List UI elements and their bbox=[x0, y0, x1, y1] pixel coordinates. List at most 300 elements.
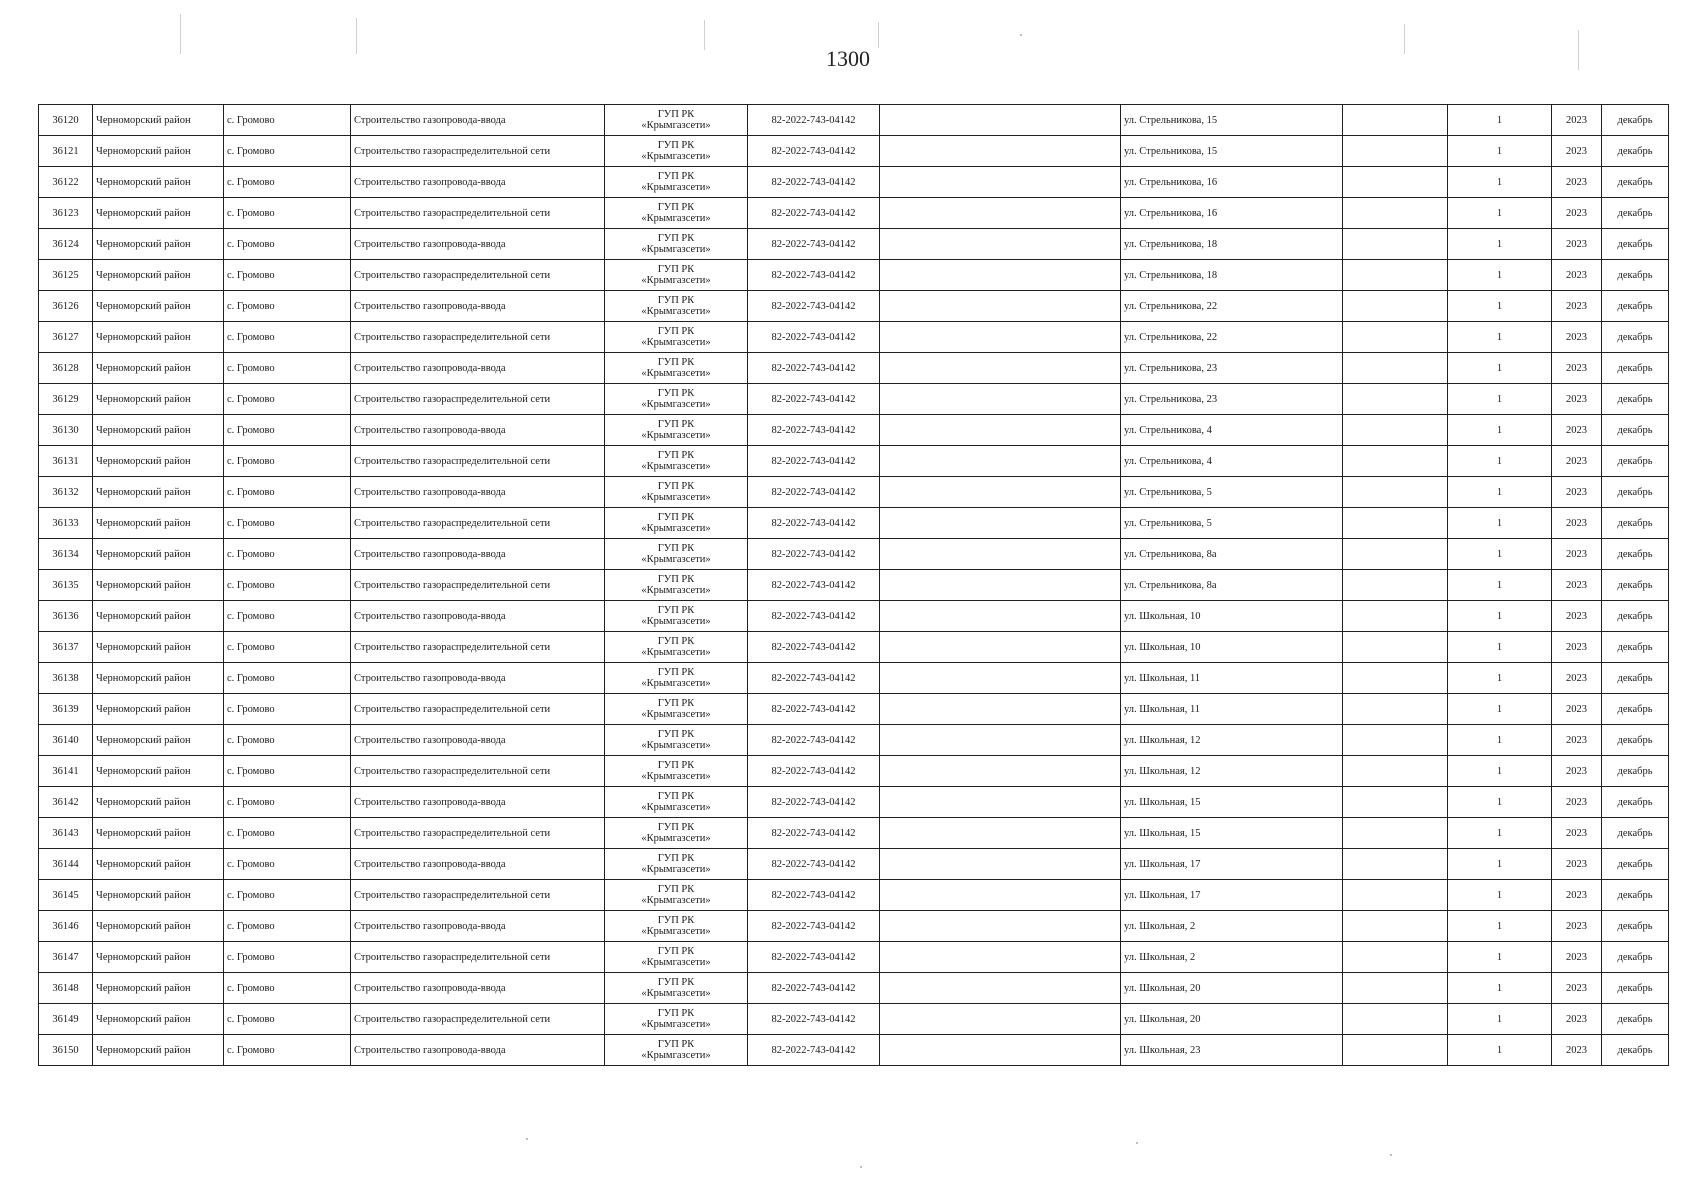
table-row bbox=[39, 756, 1669, 787]
empty-cell bbox=[880, 601, 1121, 632]
district-cell: Черноморский район bbox=[93, 105, 224, 136]
organization-line-1: ГУП РК bbox=[657, 915, 695, 926]
empty-cell bbox=[1343, 756, 1448, 787]
organization-cell bbox=[605, 322, 748, 353]
organization-line-1: ГУП РК bbox=[657, 140, 695, 151]
month-cell: декабрь bbox=[1602, 322, 1669, 353]
program-code-cell: 82-2022-743-04142 bbox=[748, 322, 880, 353]
program-code-cell: 82-2022-743-04142 bbox=[748, 725, 880, 756]
address-cell: ул. Стрельникова, 5 bbox=[1121, 477, 1343, 508]
district-cell: Черноморский район bbox=[93, 446, 224, 477]
village-cell: с. Громово bbox=[224, 105, 351, 136]
address-cell: ул. Стрельникова, 8а bbox=[1121, 570, 1343, 601]
quantity-cell: 1 bbox=[1448, 229, 1552, 260]
registry-table bbox=[38, 104, 1669, 1066]
work-type-cell: Строительство газопровода-ввода bbox=[351, 787, 605, 818]
month-cell: декабрь bbox=[1602, 1035, 1669, 1066]
work-type-cell: Строительство газораспределительной сети bbox=[351, 818, 605, 849]
district-cell: Черноморский район bbox=[93, 756, 224, 787]
village-cell: с. Громово bbox=[224, 1035, 351, 1066]
program-code-cell: 82-2022-743-04142 bbox=[748, 229, 880, 260]
district-cell: Черноморский район bbox=[93, 787, 224, 818]
empty-cell bbox=[1343, 787, 1448, 818]
quantity-cell: 1 bbox=[1448, 105, 1552, 136]
empty-cell bbox=[1343, 384, 1448, 415]
empty-cell bbox=[1343, 446, 1448, 477]
organization-line-1: ГУП РК bbox=[657, 698, 695, 709]
empty-cell bbox=[1343, 570, 1448, 601]
organization-cell bbox=[605, 601, 748, 632]
address-cell: ул. Школьная, 11 bbox=[1121, 694, 1343, 725]
month-cell: декабрь bbox=[1602, 663, 1669, 694]
district-cell: Черноморский район bbox=[93, 167, 224, 198]
address-cell: ул. Стрельникова, 4 bbox=[1121, 415, 1343, 446]
village-cell: с. Громово bbox=[224, 849, 351, 880]
empty-cell bbox=[880, 942, 1121, 973]
work-type-cell: Строительство газопровода-ввода bbox=[351, 291, 605, 322]
quantity-cell: 1 bbox=[1448, 725, 1552, 756]
empty-cell bbox=[880, 1035, 1121, 1066]
empty-cell bbox=[1343, 1004, 1448, 1035]
program-code-cell: 82-2022-743-04142 bbox=[748, 136, 880, 167]
village-cell: с. Громово bbox=[224, 136, 351, 167]
work-type-cell: Строительство газопровода-ввода bbox=[351, 725, 605, 756]
empty-cell bbox=[1343, 632, 1448, 663]
work-type-cell: Строительство газораспределительной сети bbox=[351, 942, 605, 973]
month-cell: декабрь bbox=[1602, 694, 1669, 725]
organization-line-2: «Крымгазсети» bbox=[641, 523, 711, 534]
organization-cell bbox=[605, 663, 748, 694]
address-cell: ул. Школьная, 17 bbox=[1121, 880, 1343, 911]
organization-cell bbox=[605, 539, 748, 570]
work-type-cell: Строительство газопровода-ввода bbox=[351, 849, 605, 880]
district-cell: Черноморский район bbox=[93, 911, 224, 942]
program-code-cell: 82-2022-743-04142 bbox=[748, 787, 880, 818]
program-code-cell: 82-2022-743-04142 bbox=[748, 198, 880, 229]
table-row bbox=[39, 849, 1669, 880]
empty-cell bbox=[880, 446, 1121, 477]
program-code-cell: 82-2022-743-04142 bbox=[748, 663, 880, 694]
district-cell: Черноморский район bbox=[93, 136, 224, 167]
month-cell: декабрь bbox=[1602, 942, 1669, 973]
row-number: 36132 bbox=[39, 477, 93, 508]
district-cell: Черноморский район bbox=[93, 322, 224, 353]
month-cell: декабрь bbox=[1602, 198, 1669, 229]
month-cell: декабрь bbox=[1602, 167, 1669, 198]
quantity-cell: 1 bbox=[1448, 477, 1552, 508]
quantity-cell: 1 bbox=[1448, 167, 1552, 198]
empty-cell bbox=[880, 849, 1121, 880]
year-cell: 2023 bbox=[1552, 539, 1602, 570]
village-cell: с. Громово bbox=[224, 384, 351, 415]
program-code-cell: 82-2022-743-04142 bbox=[748, 1035, 880, 1066]
address-cell: ул. Стрельникова, 23 bbox=[1121, 384, 1343, 415]
empty-cell bbox=[880, 632, 1121, 663]
organization-line-2: «Крымгазсети» bbox=[641, 120, 711, 131]
address-cell: ул. Школьная, 12 bbox=[1121, 725, 1343, 756]
empty-cell bbox=[880, 291, 1121, 322]
district-cell: Черноморский район bbox=[93, 291, 224, 322]
table-row bbox=[39, 880, 1669, 911]
month-cell: декабрь bbox=[1602, 508, 1669, 539]
organization-line-2: «Крымгазсети» bbox=[641, 182, 711, 193]
organization-line-2: «Крымгазсети» bbox=[641, 895, 711, 906]
organization-cell bbox=[605, 291, 748, 322]
empty-cell bbox=[880, 756, 1121, 787]
row-number: 36144 bbox=[39, 849, 93, 880]
work-type-cell: Строительство газопровода-ввода bbox=[351, 911, 605, 942]
organization-line-1: ГУП РК bbox=[657, 481, 695, 492]
organization-line-1: ГУП РК bbox=[657, 233, 695, 244]
row-number: 36126 bbox=[39, 291, 93, 322]
table-row bbox=[39, 601, 1669, 632]
organization-line-2: «Крымгазсети» bbox=[641, 461, 711, 472]
village-cell: с. Громово bbox=[224, 787, 351, 818]
address-cell: ул. Стрельникова, 16 bbox=[1121, 167, 1343, 198]
empty-cell bbox=[880, 880, 1121, 911]
organization-line-1: ГУП РК bbox=[657, 388, 695, 399]
year-cell: 2023 bbox=[1552, 198, 1602, 229]
organization-line-1: ГУП РК bbox=[657, 543, 695, 554]
empty-cell bbox=[880, 167, 1121, 198]
table-row bbox=[39, 415, 1669, 446]
quantity-cell: 1 bbox=[1448, 136, 1552, 167]
village-cell: с. Громово bbox=[224, 260, 351, 291]
empty-cell bbox=[1343, 415, 1448, 446]
year-cell: 2023 bbox=[1552, 1004, 1602, 1035]
village-cell: с. Громово bbox=[224, 508, 351, 539]
scan-artifact bbox=[1404, 24, 1405, 54]
village-cell: с. Громово bbox=[224, 756, 351, 787]
empty-cell bbox=[1343, 508, 1448, 539]
organization-line-2: «Крымгазсети» bbox=[641, 151, 711, 162]
district-cell: Черноморский район bbox=[93, 415, 224, 446]
empty-cell bbox=[1343, 973, 1448, 1004]
village-cell: с. Громово bbox=[224, 632, 351, 663]
organization-cell bbox=[605, 787, 748, 818]
district-cell: Черноморский район bbox=[93, 229, 224, 260]
district-cell: Черноморский район bbox=[93, 570, 224, 601]
organization-line-1: ГУП РК bbox=[657, 822, 695, 833]
year-cell: 2023 bbox=[1552, 229, 1602, 260]
organization-line-2: «Крымгазсети» bbox=[641, 554, 711, 565]
organization-line-2: «Крымгазсети» bbox=[641, 833, 711, 844]
address-cell: ул. Школьная, 17 bbox=[1121, 849, 1343, 880]
village-cell: с. Громово bbox=[224, 477, 351, 508]
address-cell: ул. Школьная, 20 bbox=[1121, 1004, 1343, 1035]
row-number: 36131 bbox=[39, 446, 93, 477]
month-cell: декабрь bbox=[1602, 911, 1669, 942]
address-cell: ул. Школьная, 12 bbox=[1121, 756, 1343, 787]
district-cell: Черноморский район bbox=[93, 1035, 224, 1066]
row-number: 36130 bbox=[39, 415, 93, 446]
organization-cell bbox=[605, 167, 748, 198]
organization-line-1: ГУП РК bbox=[657, 512, 695, 523]
village-cell: с. Громово bbox=[224, 322, 351, 353]
empty-cell bbox=[880, 725, 1121, 756]
district-cell: Черноморский район bbox=[93, 601, 224, 632]
scan-speck bbox=[1136, 1142, 1138, 1144]
table-row bbox=[39, 198, 1669, 229]
organization-cell bbox=[605, 632, 748, 663]
quantity-cell: 1 bbox=[1448, 322, 1552, 353]
work-type-cell: Строительство газораспределительной сети bbox=[351, 694, 605, 725]
empty-cell bbox=[1343, 539, 1448, 570]
quantity-cell: 1 bbox=[1448, 973, 1552, 1004]
work-type-cell: Строительство газопровода-ввода bbox=[351, 601, 605, 632]
organization-cell bbox=[605, 384, 748, 415]
row-number: 36121 bbox=[39, 136, 93, 167]
organization-cell bbox=[605, 756, 748, 787]
district-cell: Черноморский район bbox=[93, 725, 224, 756]
address-cell: ул. Школьная, 10 bbox=[1121, 601, 1343, 632]
organization-line-1: ГУП РК bbox=[657, 574, 695, 585]
year-cell: 2023 bbox=[1552, 136, 1602, 167]
row-number: 36139 bbox=[39, 694, 93, 725]
program-code-cell: 82-2022-743-04142 bbox=[748, 632, 880, 663]
district-cell: Черноморский район bbox=[93, 198, 224, 229]
month-cell: декабрь bbox=[1602, 291, 1669, 322]
village-cell: с. Громово bbox=[224, 818, 351, 849]
organization-line-1: ГУП РК bbox=[657, 1008, 695, 1019]
empty-cell bbox=[880, 508, 1121, 539]
row-number: 36122 bbox=[39, 167, 93, 198]
row-number: 36150 bbox=[39, 1035, 93, 1066]
year-cell: 2023 bbox=[1552, 105, 1602, 136]
district-cell: Черноморский район bbox=[93, 477, 224, 508]
organization-line-1: ГУП РК bbox=[657, 202, 695, 213]
work-type-cell: Строительство газопровода-ввода bbox=[351, 415, 605, 446]
village-cell: с. Громово bbox=[224, 291, 351, 322]
village-cell: с. Громово bbox=[224, 911, 351, 942]
month-cell: декабрь bbox=[1602, 973, 1669, 1004]
table-row bbox=[39, 1035, 1669, 1066]
table-row bbox=[39, 911, 1669, 942]
year-cell: 2023 bbox=[1552, 384, 1602, 415]
work-type-cell: Строительство газопровода-ввода bbox=[351, 229, 605, 260]
month-cell: декабрь bbox=[1602, 787, 1669, 818]
work-type-cell: Строительство газопровода-ввода bbox=[351, 105, 605, 136]
table-row bbox=[39, 322, 1669, 353]
month-cell: декабрь bbox=[1602, 229, 1669, 260]
empty-cell bbox=[1343, 260, 1448, 291]
village-cell: с. Громово bbox=[224, 539, 351, 570]
village-cell: с. Громово bbox=[224, 198, 351, 229]
organization-line-1: ГУП РК bbox=[657, 760, 695, 771]
row-number: 36147 bbox=[39, 942, 93, 973]
empty-cell bbox=[1343, 663, 1448, 694]
organization-line-1: ГУП РК bbox=[657, 264, 695, 275]
month-cell: декабрь bbox=[1602, 756, 1669, 787]
row-number: 36143 bbox=[39, 818, 93, 849]
row-number: 36148 bbox=[39, 973, 93, 1004]
empty-cell bbox=[1343, 353, 1448, 384]
row-number: 36145 bbox=[39, 880, 93, 911]
year-cell: 2023 bbox=[1552, 601, 1602, 632]
organization-line-2: «Крымгазсети» bbox=[641, 926, 711, 937]
organization-line-2: «Крымгазсети» bbox=[641, 647, 711, 658]
district-cell: Черноморский район bbox=[93, 353, 224, 384]
village-cell: с. Громово bbox=[224, 942, 351, 973]
empty-cell bbox=[880, 105, 1121, 136]
village-cell: с. Громово bbox=[224, 570, 351, 601]
village-cell: с. Громово bbox=[224, 601, 351, 632]
quantity-cell: 1 bbox=[1448, 1035, 1552, 1066]
row-number: 36127 bbox=[39, 322, 93, 353]
organization-line-2: «Крымгазсети» bbox=[641, 337, 711, 348]
row-number: 36141 bbox=[39, 756, 93, 787]
organization-line-1: ГУП РК bbox=[657, 791, 695, 802]
table-row bbox=[39, 725, 1669, 756]
organization-line-1: ГУП РК bbox=[657, 946, 695, 957]
organization-cell bbox=[605, 849, 748, 880]
work-type-cell: Строительство газораспределительной сети bbox=[351, 136, 605, 167]
quantity-cell: 1 bbox=[1448, 570, 1552, 601]
organization-line-2: «Крымгазсети» bbox=[641, 213, 711, 224]
year-cell: 2023 bbox=[1552, 880, 1602, 911]
quantity-cell: 1 bbox=[1448, 1004, 1552, 1035]
month-cell: декабрь bbox=[1602, 601, 1669, 632]
empty-cell bbox=[880, 818, 1121, 849]
row-number: 36129 bbox=[39, 384, 93, 415]
work-type-cell: Строительство газопровода-ввода bbox=[351, 167, 605, 198]
table-row bbox=[39, 663, 1669, 694]
organization-line-2: «Крымгазсети» bbox=[641, 709, 711, 720]
address-cell: ул. Школьная, 15 bbox=[1121, 787, 1343, 818]
empty-cell bbox=[880, 260, 1121, 291]
organization-cell bbox=[605, 694, 748, 725]
empty-cell bbox=[1343, 942, 1448, 973]
month-cell: декабрь bbox=[1602, 570, 1669, 601]
organization-cell bbox=[605, 942, 748, 973]
program-code-cell: 82-2022-743-04142 bbox=[748, 911, 880, 942]
village-cell: с. Громово bbox=[224, 353, 351, 384]
address-cell: ул. Школьная, 20 bbox=[1121, 973, 1343, 1004]
year-cell: 2023 bbox=[1552, 818, 1602, 849]
scan-speck bbox=[860, 1166, 862, 1168]
quantity-cell: 1 bbox=[1448, 353, 1552, 384]
program-code-cell: 82-2022-743-04142 bbox=[748, 446, 880, 477]
district-cell: Черноморский район bbox=[93, 973, 224, 1004]
month-cell: декабрь bbox=[1602, 539, 1669, 570]
table-row bbox=[39, 353, 1669, 384]
scan-artifact bbox=[704, 20, 705, 50]
district-cell: Черноморский район bbox=[93, 694, 224, 725]
year-cell: 2023 bbox=[1552, 632, 1602, 663]
district-cell: Черноморский район bbox=[93, 880, 224, 911]
row-number: 36138 bbox=[39, 663, 93, 694]
program-code-cell: 82-2022-743-04142 bbox=[748, 818, 880, 849]
program-code-cell: 82-2022-743-04142 bbox=[748, 291, 880, 322]
program-code-cell: 82-2022-743-04142 bbox=[748, 539, 880, 570]
table-row bbox=[39, 508, 1669, 539]
quantity-cell: 1 bbox=[1448, 756, 1552, 787]
organization-line-1: ГУП РК bbox=[657, 977, 695, 988]
district-cell: Черноморский район bbox=[93, 539, 224, 570]
table-row bbox=[39, 105, 1669, 136]
organization-line-1: ГУП РК bbox=[657, 884, 695, 895]
month-cell: декабрь bbox=[1602, 136, 1669, 167]
empty-cell bbox=[1343, 322, 1448, 353]
organization-cell bbox=[605, 570, 748, 601]
work-type-cell: Строительство газопровода-ввода bbox=[351, 1035, 605, 1066]
quantity-cell: 1 bbox=[1448, 818, 1552, 849]
organization-line-2: «Крымгазсети» bbox=[641, 585, 711, 596]
address-cell: ул. Школьная, 10 bbox=[1121, 632, 1343, 663]
quantity-cell: 1 bbox=[1448, 632, 1552, 663]
organization-line-2: «Крымгазсети» bbox=[641, 864, 711, 875]
quantity-cell: 1 bbox=[1448, 694, 1552, 725]
table-row bbox=[39, 539, 1669, 570]
district-cell: Черноморский район bbox=[93, 942, 224, 973]
village-cell: с. Громово bbox=[224, 663, 351, 694]
village-cell: с. Громово bbox=[224, 415, 351, 446]
table-row bbox=[39, 291, 1669, 322]
row-number: 36120 bbox=[39, 105, 93, 136]
empty-cell bbox=[880, 663, 1121, 694]
row-number: 36149 bbox=[39, 1004, 93, 1035]
row-number: 36136 bbox=[39, 601, 93, 632]
program-code-cell: 82-2022-743-04142 bbox=[748, 880, 880, 911]
program-code-cell: 82-2022-743-04142 bbox=[748, 384, 880, 415]
empty-cell bbox=[880, 198, 1121, 229]
organization-cell bbox=[605, 229, 748, 260]
organization-line-1: ГУП РК bbox=[657, 450, 695, 461]
work-type-cell: Строительство газораспределительной сети bbox=[351, 322, 605, 353]
organization-cell bbox=[605, 1004, 748, 1035]
organization-cell bbox=[605, 353, 748, 384]
address-cell: ул. Стрельникова, 16 bbox=[1121, 198, 1343, 229]
organization-line-2: «Крымгазсети» bbox=[641, 368, 711, 379]
table-row bbox=[39, 942, 1669, 973]
month-cell: декабрь bbox=[1602, 260, 1669, 291]
organization-cell bbox=[605, 105, 748, 136]
year-cell: 2023 bbox=[1552, 353, 1602, 384]
table-row bbox=[39, 787, 1669, 818]
row-number: 36133 bbox=[39, 508, 93, 539]
work-type-cell: Строительство газопровода-ввода bbox=[351, 539, 605, 570]
month-cell: декабрь bbox=[1602, 632, 1669, 663]
organization-line-1: ГУП РК bbox=[657, 667, 695, 678]
empty-cell bbox=[1343, 167, 1448, 198]
table-row bbox=[39, 229, 1669, 260]
village-cell: с. Громово bbox=[224, 973, 351, 1004]
program-code-cell: 82-2022-743-04142 bbox=[748, 973, 880, 1004]
program-code-cell: 82-2022-743-04142 bbox=[748, 849, 880, 880]
address-cell: ул. Школьная, 2 bbox=[1121, 942, 1343, 973]
month-cell: декабрь bbox=[1602, 415, 1669, 446]
month-cell: декабрь bbox=[1602, 880, 1669, 911]
empty-cell bbox=[880, 570, 1121, 601]
month-cell: декабрь bbox=[1602, 849, 1669, 880]
empty-cell bbox=[880, 229, 1121, 260]
empty-cell bbox=[1343, 198, 1448, 229]
empty-cell bbox=[1343, 291, 1448, 322]
month-cell: декабрь bbox=[1602, 725, 1669, 756]
address-cell: ул. Стрельникова, 18 bbox=[1121, 260, 1343, 291]
program-code-cell: 82-2022-743-04142 bbox=[748, 694, 880, 725]
empty-cell bbox=[880, 353, 1121, 384]
quantity-cell: 1 bbox=[1448, 508, 1552, 539]
organization-line-1: ГУП РК bbox=[657, 729, 695, 740]
month-cell: декабрь bbox=[1602, 446, 1669, 477]
organization-line-1: ГУП РК bbox=[657, 109, 695, 120]
organization-line-2: «Крымгазсети» bbox=[641, 244, 711, 255]
program-code-cell: 82-2022-743-04142 bbox=[748, 601, 880, 632]
district-cell: Черноморский район bbox=[93, 632, 224, 663]
year-cell: 2023 bbox=[1552, 973, 1602, 1004]
district-cell: Черноморский район bbox=[93, 1004, 224, 1035]
